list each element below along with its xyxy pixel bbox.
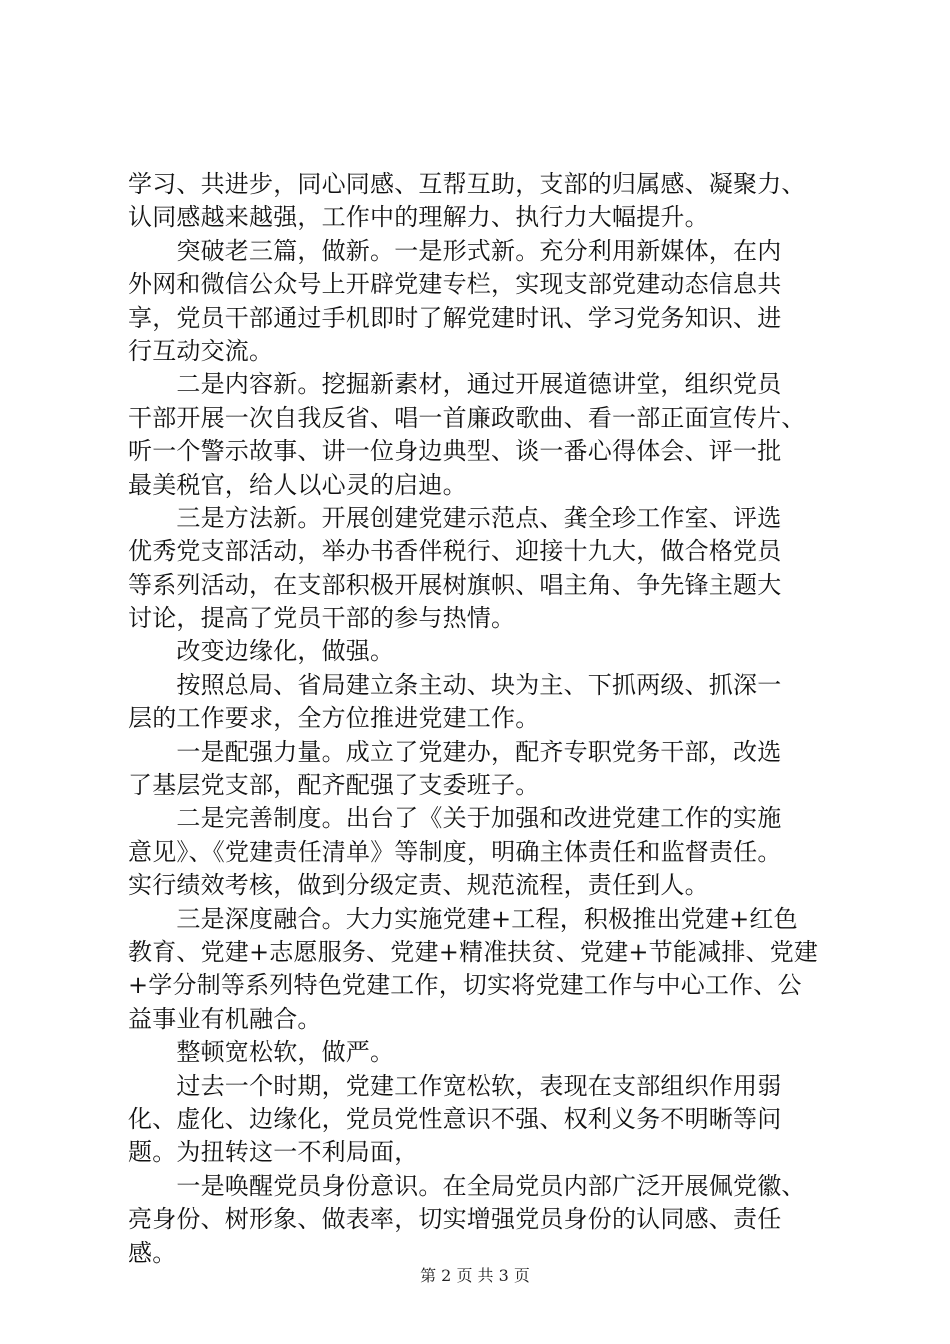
text-line: 实行绩效考核，做到分级定责、规范流程，责任到人。: [128, 871, 709, 900]
text-line: 三是深度融合。大力实施党建+工程，积极推出党建+红色: [128, 904, 798, 933]
text-line: 外网和微信公众号上开辟党建专栏，实现支部党建动态信息共: [128, 270, 782, 299]
text-line: 讨论，提高了党员干部的参与热情。: [128, 604, 516, 633]
text-line: 过去一个时期，党建工作宽松软，表现在支部组织作用弱: [128, 1071, 782, 1100]
text-line: 享，党员干部通过手机即时了解党建时讯、学习党务知识、进: [128, 303, 782, 332]
text-line: 二是完善制度。出台了《关于加强和改进党建工作的实施: [128, 804, 782, 833]
text-line: 等系列活动，在支部积极开展树旗帜、唱主角、争先锋主题大: [128, 570, 782, 599]
text-line: 教育、党建+志愿服务、党建+精准扶贫、党建+节能减排、党建: [128, 937, 819, 966]
text-line: 一是唤醒党员身份意识。在全局党员内部广泛开展佩党徽、: [128, 1171, 806, 1200]
text-line: 突破老三篇，做新。一是形式新。充分利用新媒体，在内: [128, 236, 782, 265]
text-line: 了基层党支部，配齐配强了支委班子。: [128, 771, 540, 800]
text-line: 行互动交流。: [128, 336, 274, 365]
text-line: 干部开展一次自我反省、唱一首廉政歌曲、看一部正面宣传片、: [128, 403, 806, 432]
section-heading: 整顿宽松软，做严。: [128, 1038, 395, 1067]
text-line: 感。: [128, 1238, 177, 1267]
text-line: 三是方法新。开展创建党建示范点、龚全珍工作室、评选: [128, 503, 782, 532]
body-text: [128, 168, 834, 1270]
text-line: 意见》、《党建责任清单》等制度，明确主体责任和监督责任。: [128, 837, 782, 866]
text-line: 亮身份、树形象、做表率，切实增强党员身份的认同感、责任: [128, 1205, 782, 1234]
page-number-footer: 第 2 页 共 3 页: [420, 1266, 530, 1285]
text-line: 听一个警示故事、讲一位身边典型、谈一番心得体会、评一批: [128, 437, 782, 466]
text-line: 最美税官，给人以心灵的启迪。: [128, 470, 467, 499]
text-line: +学分制等系列特色党建工作，切实将党建工作与中心工作、公: [128, 971, 802, 1000]
text-line: 学习、共进步，同心同感、互帮互助，支部的归属感、凝聚力、: [128, 170, 806, 198]
text-line: 二是内容新。挖掘新素材，通过开展道德讲堂，组织党员: [128, 370, 782, 399]
text-line: 优秀党支部活动，举办书香伴税行、迎接十九大，做合格党员: [128, 537, 782, 566]
text-line: 一是配强力量。成立了党建办，配齐专职党务干部，改选: [128, 737, 782, 766]
text-line: 认同感越来越强，工作中的理解力、执行力大幅提升。: [128, 203, 709, 232]
text-line: 化、虚化、边缘化，党员党性意识不强、权利义务不明晰等问: [128, 1104, 782, 1133]
text-line: 层的工作要求，全方位推进党建工作。: [128, 704, 540, 733]
text-line: 益事业有机融合。: [128, 1004, 322, 1033]
text-line: 按照总局、省局建立条主动、块为主、下抓两级、抓深一: [128, 670, 782, 699]
text-line: 题。为扭转这一不利局面，: [128, 1138, 419, 1167]
section-heading: 改变边缘化，做强。: [128, 637, 395, 666]
